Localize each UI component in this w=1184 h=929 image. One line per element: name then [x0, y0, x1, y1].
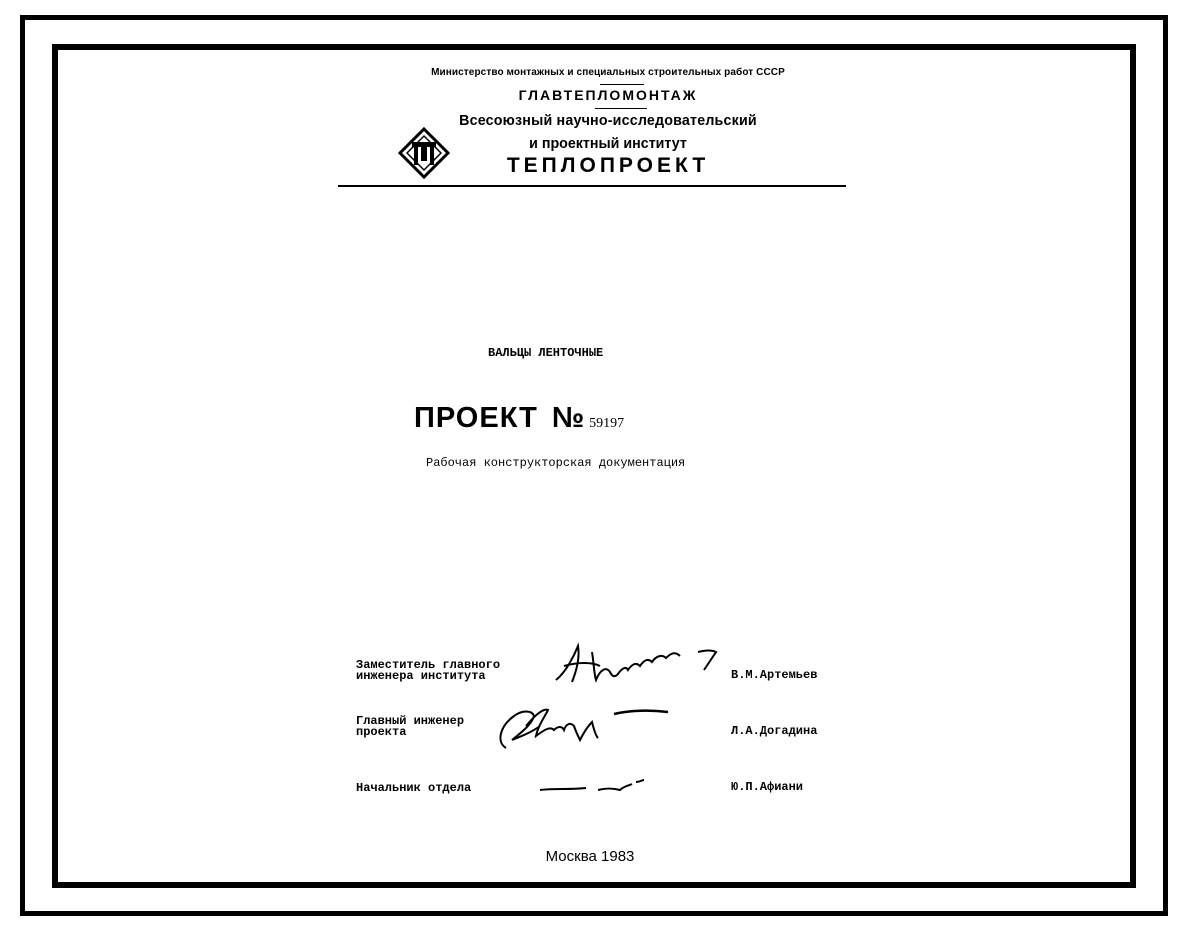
decorative-overline [595, 108, 647, 109]
teploproekt-logo-icon [398, 127, 450, 179]
ministry-line: Министерство монтажных и специальных строительных работ СССР [431, 67, 785, 78]
signature-image [492, 696, 672, 756]
signatory-name: Л.А.Догадина [731, 724, 818, 738]
signature-image [548, 632, 728, 692]
institute-line-1: Всесоюзный научно-исследовательский [459, 112, 757, 129]
project-title [414, 402, 624, 435]
project-label: ПРОЕКТ [414, 402, 538, 434]
project-number: 59197 [589, 416, 625, 431]
signatory-role: Заместитель главного инженера института [356, 658, 501, 683]
decorative-overline [600, 84, 644, 85]
place-and-year: Москва 1983 [545, 848, 635, 865]
signatory-name: Ю.П.Афиани [731, 780, 804, 794]
department-line: ГЛАВТЕПЛОМОНТАЖ [518, 87, 698, 103]
signatory-role: Главный инженер проекта [356, 714, 465, 739]
institute-line-2: и проектный институт [529, 135, 687, 152]
header-divider [338, 185, 846, 187]
signatory-name: В.М.Артемьев [731, 668, 818, 682]
document-type: Рабочая конструкторская документация [426, 456, 686, 470]
document-subject: ВАЛЬЦЫ ЛЕНТОЧНЫЕ [488, 346, 604, 360]
signatory-role: Начальник отдела [356, 781, 472, 795]
number-sign: № [551, 402, 586, 434]
institute-name: ТЕПЛОПРОЕКТ [506, 154, 710, 177]
signature-image [536, 776, 646, 798]
